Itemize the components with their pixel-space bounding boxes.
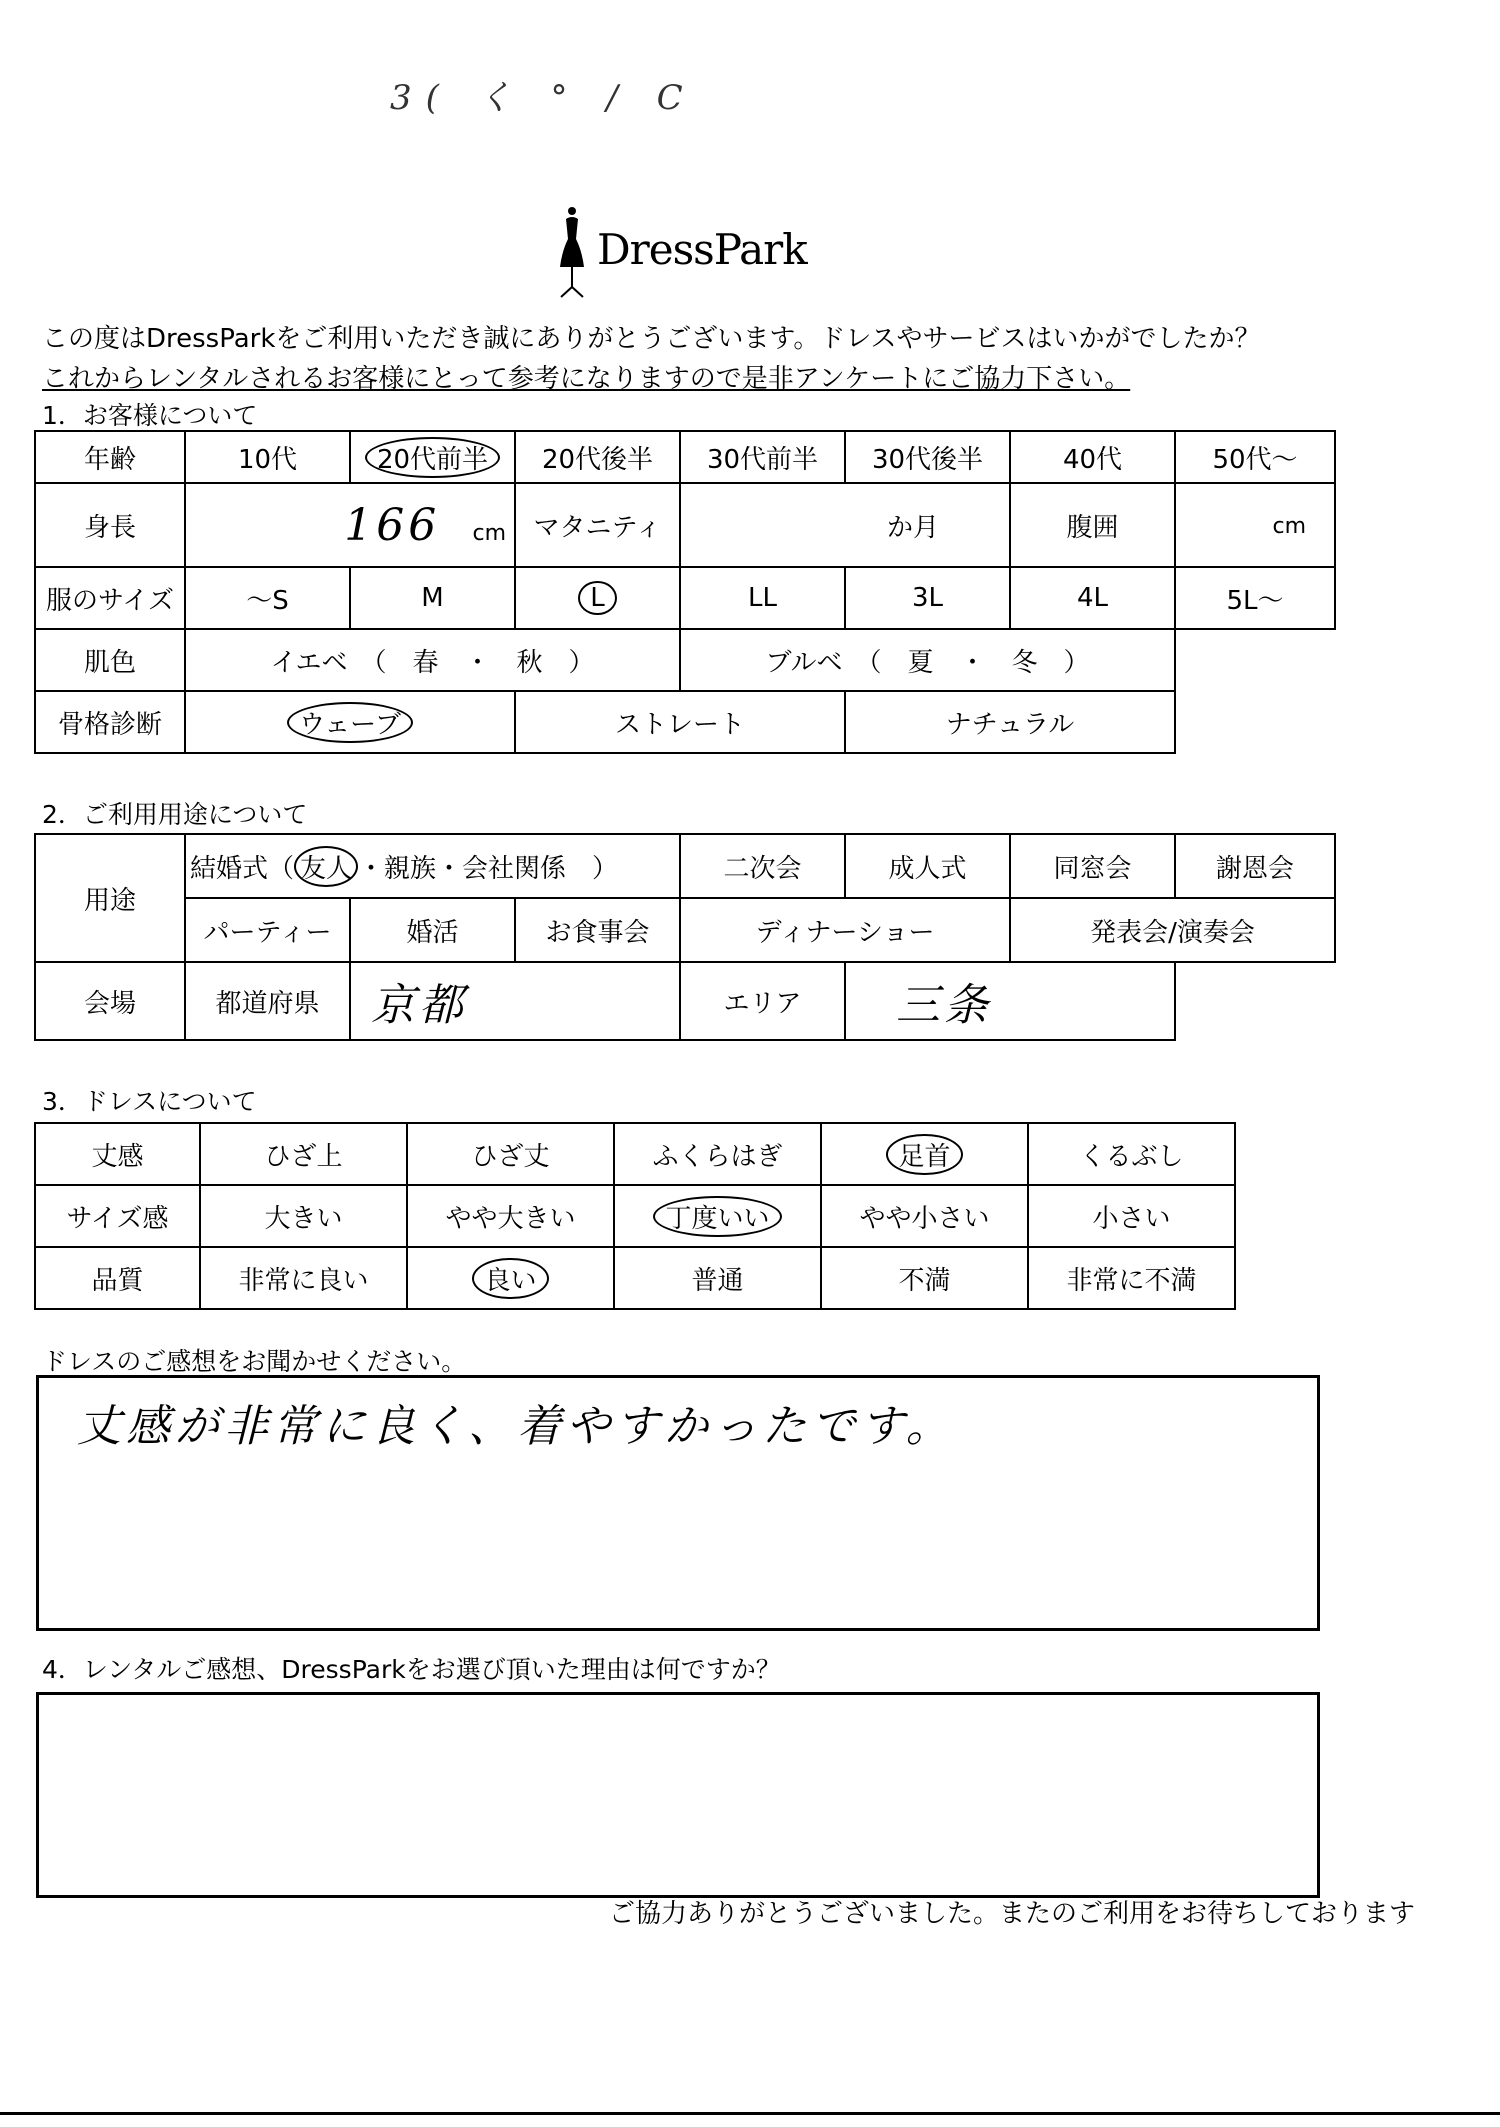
purpose-option[interactable]: 発表会/演奏会 — [1010, 898, 1335, 962]
skin-row — [35, 629, 1335, 691]
length-option[interactable]: ひざ上 — [200, 1123, 407, 1185]
length-label: 丈感 — [35, 1123, 200, 1185]
purpose-option[interactable]: 同窓会 — [1010, 834, 1175, 898]
frame-option[interactable]: ストレート — [515, 691, 845, 753]
prefecture-field[interactable] — [350, 962, 680, 1040]
size-option[interactable]: 4L — [1010, 567, 1175, 629]
length-option[interactable]: ふくらはぎ — [614, 1123, 821, 1185]
wedding-rest: ・親族・会社関係 ） — [358, 853, 619, 884]
size-option[interactable]: 5L～ — [1175, 567, 1335, 629]
fit-row — [35, 1185, 1235, 1247]
age-option[interactable]: 10代 — [185, 431, 350, 483]
purpose-option[interactable]: パーティー — [185, 898, 350, 962]
waist-label: 腹囲 — [1010, 483, 1175, 567]
height-row — [35, 483, 1335, 567]
prefecture-label: 都道府県 — [185, 962, 350, 1040]
bottom-rule — [0, 2112, 1500, 2115]
size-option[interactable]: 3L — [845, 567, 1010, 629]
age-label: 年齢 — [35, 431, 185, 483]
purpose-option[interactable]: 成人式 — [845, 834, 1010, 898]
length-option-selected[interactable] — [821, 1123, 1028, 1185]
frame-selected-mark: ウェーブ — [287, 702, 413, 743]
fit-option[interactable]: やや小さい — [821, 1185, 1028, 1247]
purpose-label: 用途 — [35, 834, 185, 962]
area-value: 三条 — [896, 980, 993, 1031]
quality-option-selected[interactable] — [407, 1247, 614, 1309]
wedding-option[interactable] — [185, 834, 680, 898]
closing-message: ご協力ありがとうございました。またのご利用をお待ちしております — [608, 1899, 1415, 1929]
section-3-title: 3．ドレスについて — [42, 1087, 257, 1116]
waist-unit: cm — [1272, 514, 1306, 539]
blank-cell — [1175, 629, 1335, 691]
purpose-option[interactable]: 二次会 — [680, 834, 845, 898]
size-selected-mark: L — [578, 581, 617, 615]
frame-option[interactable]: ナチュラル — [845, 691, 1175, 753]
wedding-prefix: 結婚式（ — [190, 853, 295, 884]
blank-cell — [1175, 962, 1335, 1040]
purpose-option[interactable]: ディナーショー — [680, 898, 1010, 962]
fit-selected-mark: 丁度いい — [653, 1196, 781, 1237]
length-selected-mark: 足首 — [886, 1134, 962, 1175]
quality-label: 品質 — [35, 1247, 200, 1309]
fit-option[interactable]: 小さい — [1028, 1185, 1235, 1247]
frame-option-selected[interactable] — [185, 691, 515, 753]
skin-blue-option[interactable]: ブルベ （ 夏 ・ 冬 ） — [680, 629, 1175, 691]
fit-option[interactable]: 大きい — [200, 1185, 407, 1247]
impression-prompt: ドレスのご感想をお聞かせください。 — [42, 1347, 467, 1376]
quality-option[interactable]: 非常に不満 — [1028, 1247, 1235, 1309]
age-row — [35, 431, 1335, 483]
brand-name: DressPark — [597, 225, 807, 274]
brand-logo — [555, 205, 815, 305]
wedding-friend-selected: 友人 — [294, 846, 358, 887]
section-2-title: 2．ご利用用途について — [42, 800, 308, 829]
waist-field[interactable] — [1175, 483, 1335, 567]
size-option[interactable]: LL — [680, 567, 845, 629]
intro-line-2: これからレンタルされるお客様にとって参考になりますので是非アンケートにご協力下さい。 — [42, 364, 1131, 394]
age-option[interactable]: 30代後半 — [845, 431, 1010, 483]
dress-form-icon — [555, 205, 589, 301]
height-label: 身長 — [35, 483, 185, 567]
blank-cell — [1175, 691, 1335, 753]
purpose-option[interactable]: 謝恩会 — [1175, 834, 1335, 898]
length-option[interactable]: ひざ丈 — [407, 1123, 614, 1185]
customer-table — [34, 430, 1336, 754]
length-row — [35, 1123, 1235, 1185]
reason-box[interactable] — [36, 1692, 1320, 1898]
height-unit: cm — [472, 520, 506, 546]
size-row — [35, 567, 1335, 629]
area-field[interactable] — [845, 962, 1175, 1040]
fit-label: サイズ感 — [35, 1185, 200, 1247]
purpose-option[interactable]: お食事会 — [515, 898, 680, 962]
height-value: 166 — [344, 499, 441, 551]
length-option[interactable]: くるぶし — [1028, 1123, 1235, 1185]
intro-line-1: この度はDressParkをご利用いただき誠にありがとうございます。ドレスやサービスはいかがでしたか？ — [42, 324, 1261, 354]
size-option-selected[interactable] — [515, 567, 680, 629]
section-4-title: 4．レンタルご感想、DressParkをお選び頂いた理由は何ですか？ — [42, 1655, 781, 1684]
skin-label: 肌色 — [35, 629, 185, 691]
quality-option[interactable]: 非常に良い — [200, 1247, 407, 1309]
venue-row — [35, 962, 1335, 1040]
height-field[interactable] — [185, 483, 515, 567]
section-1-title: 1．お客様について — [42, 401, 258, 430]
age-option[interactable]: 30代前半 — [680, 431, 845, 483]
skin-yellow-option[interactable]: イエベ （ 春 ・ 秋 ） — [185, 629, 680, 691]
prefecture-value: 京都 — [371, 980, 467, 1031]
frame-label: 骨格診断 — [35, 691, 185, 753]
impression-box[interactable] — [36, 1375, 1320, 1631]
size-label: 服のサイズ — [35, 567, 185, 629]
dress-table — [34, 1122, 1236, 1310]
purpose-option[interactable]: 婚活 — [350, 898, 515, 962]
age-option[interactable]: 20代後半 — [515, 431, 680, 483]
purpose-table — [34, 833, 1336, 1041]
header-scribble: 3( く ° / C — [390, 78, 697, 118]
quality-option[interactable]: 不満 — [821, 1247, 1028, 1309]
age-selected-mark: 20代前半 — [365, 437, 500, 478]
frame-row — [35, 691, 1335, 753]
quality-option[interactable]: 普通 — [614, 1247, 821, 1309]
size-option[interactable]: M — [350, 567, 515, 629]
age-option-selected[interactable] — [350, 431, 515, 483]
age-option[interactable]: 50代～ — [1175, 431, 1335, 483]
purpose-row-2 — [35, 898, 1335, 962]
impression-text: 丈感が非常に良く、着やすかったです。 — [77, 1401, 955, 1452]
area-label: エリア — [680, 962, 845, 1040]
age-option[interactable]: 40代 — [1010, 431, 1175, 483]
quality-row — [35, 1247, 1235, 1309]
quality-selected-mark: 良い — [472, 1258, 548, 1299]
maternity-label: マタニティ — [515, 483, 680, 567]
fit-option-selected[interactable] — [614, 1185, 821, 1247]
size-option[interactable]: ～S — [185, 567, 350, 629]
maternity-unit: か月 — [886, 512, 939, 543]
purpose-row-1 — [35, 834, 1335, 898]
maternity-field[interactable] — [680, 483, 1010, 567]
fit-option[interactable]: やや大きい — [407, 1185, 614, 1247]
venue-label: 会場 — [35, 962, 185, 1040]
